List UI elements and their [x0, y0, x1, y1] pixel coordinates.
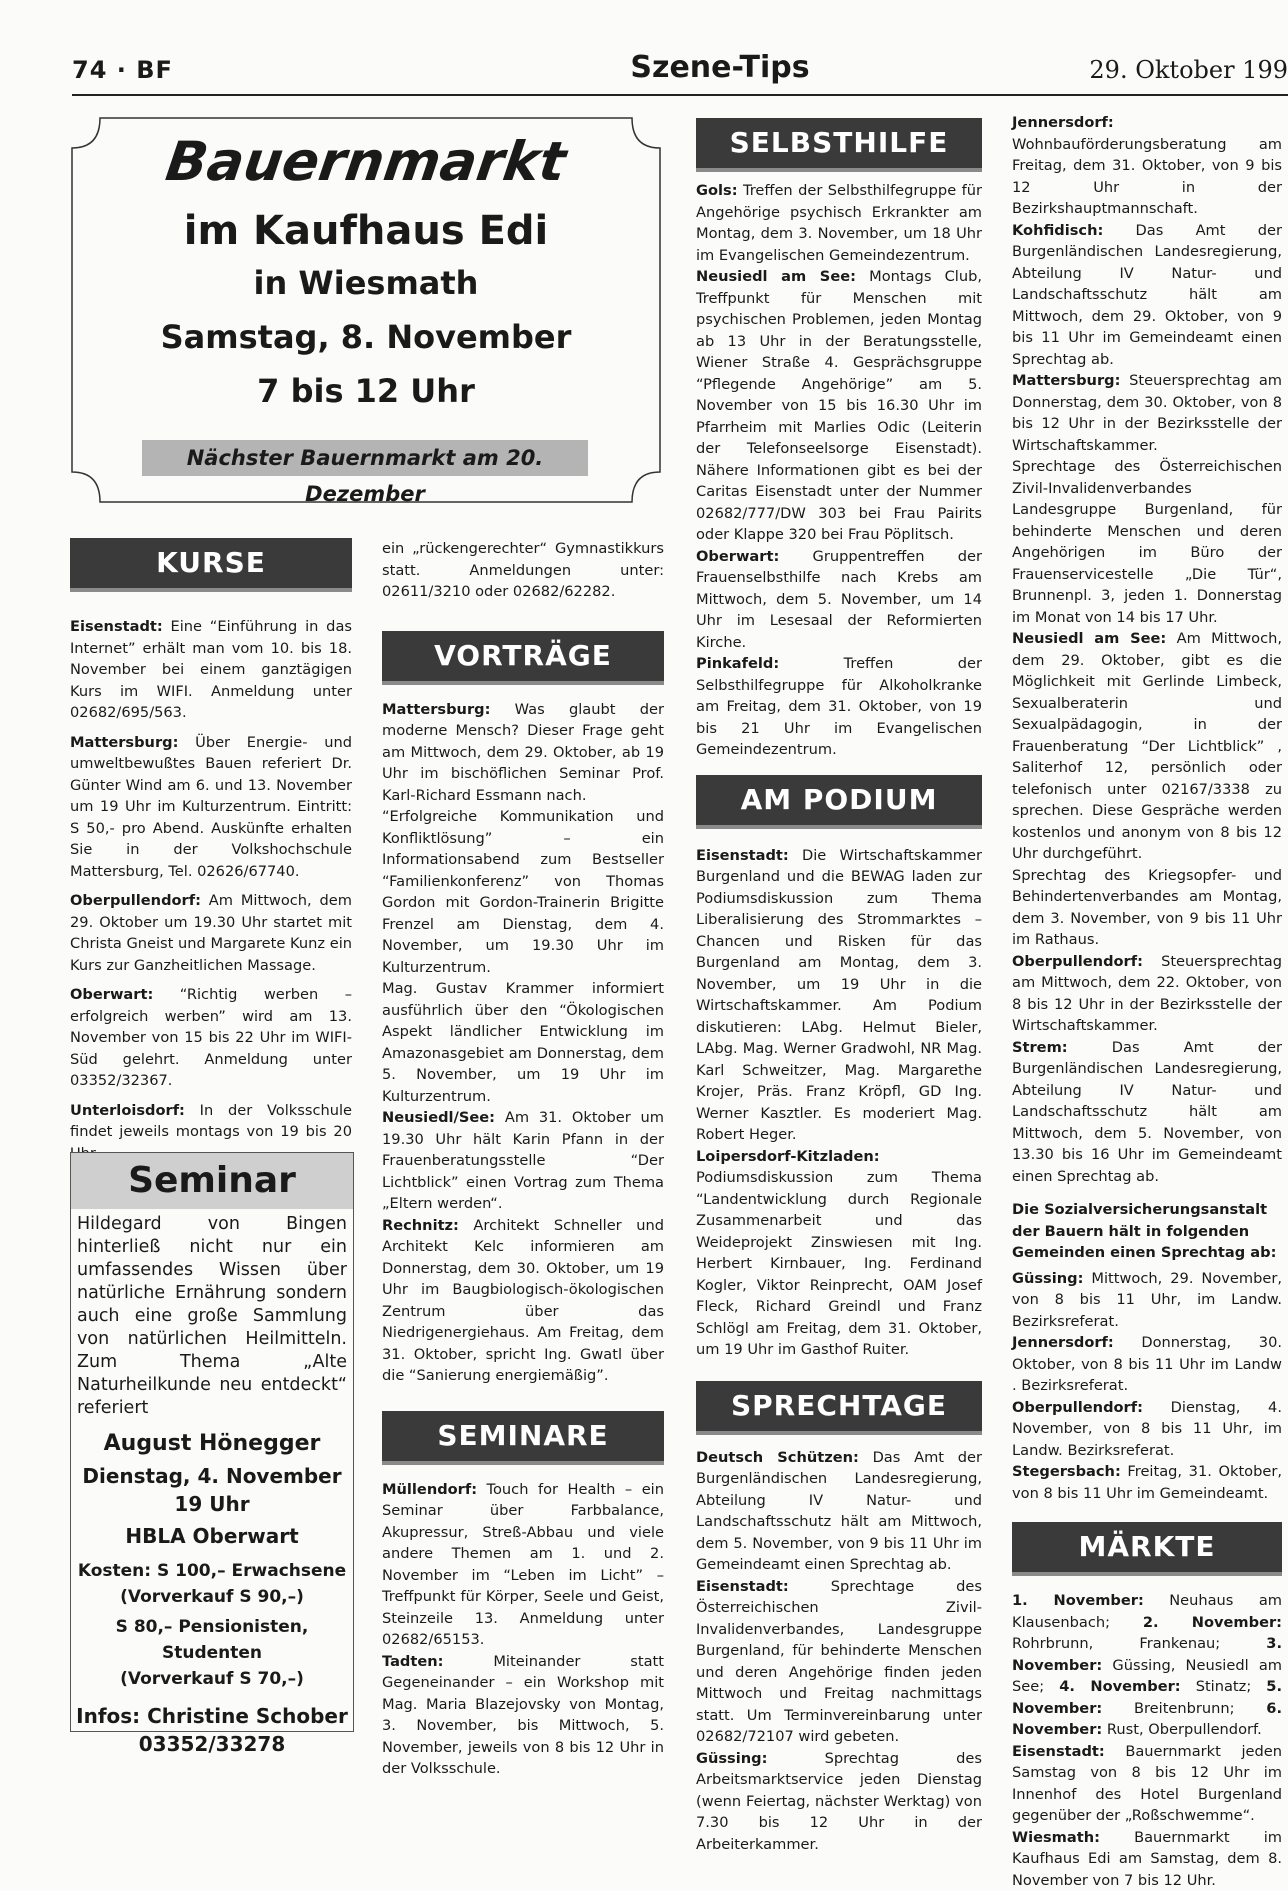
sprechtag-entry	[1012, 220, 1282, 371]
entry-text: Sprechtage des Österreichischen Zivil-Invalidenverbandes Landesgruppe Burgenland, für behinderte Menschen und deren Angehörigen im Büro der Frauenservicestelle „Die Tür“, Brunnenpl. 3, jeden 1. Donnerstag im Monat von 14 bis 17 Uhr.	[1012, 458, 1282, 626]
sprechtag-entry	[1012, 112, 1282, 220]
entry-text: Die Wirtschaftskammer Burgenland und die BEWAG laden zur Podiumsdiskussion zum Thema Liberalisierung des Strommarktes – Chancen und Risken für das Burgenland am Montag, dem 3. November, um 19 Uhr in die Wirtschaftskammer. Am Podium diskutieren: LAbg. Helmut Bieler, LAbg. Mag. Werner Gradwohl, NR Mag. Karl Schweitzer, Mag. Margarethe Krojer, Präs. Franz Kröpfl, GD Ing. Werner Kasztler. Es moderiert Mag. Robert Heger.	[696, 847, 982, 1144]
seminar-info-contact: Infos: Christine Schober	[71, 1702, 353, 1730]
entry-place: Unterloisdorf:	[70, 1102, 185, 1119]
podium-entry	[696, 1146, 982, 1361]
sprechtag-entry	[1012, 456, 1282, 628]
sprechtag-entry	[1012, 951, 1282, 1037]
seminar-entry	[382, 1479, 664, 1651]
sprechtage-list	[696, 1447, 982, 1856]
market-date: 1. November:	[1012, 1592, 1144, 1609]
entry-text: Steuersprechtag am Donnerstag, dem 30. Oktober, von 8 bis 12 Uhr in der Bezirksstelle der Wirtschaftskammer.	[1012, 372, 1282, 454]
ad-line-place: in Wiesmath	[70, 264, 662, 302]
entry-text: Mag. Gustav Krammer informiert ausführlich über den “Ökologischen Aspekt ländlicher Entwicklung im Amazonasgebiet am Donnerstag, dem 5. November, um 19 Uhr im Kulturzentrum.	[382, 980, 664, 1105]
vortrag-entry	[382, 1215, 664, 1387]
entry-place: Mattersburg:	[1012, 372, 1120, 389]
entry-text: Gruppentreffen der Frauenselbsthilfe nach Krebs am Mittwoch, dem 5. November, um 14 Uhr im Lesesaal der Reformierten Kirche.	[696, 548, 982, 651]
vortrag-entry	[382, 699, 664, 807]
entry-place: Jennersdorf:	[1012, 114, 1114, 131]
rubric-title: Szene-Tips	[600, 50, 840, 85]
entry-text: Donnerstag, 30. Oktober, von 8 bis 11 Uhr im Landw . Bezirksreferat.	[1012, 1334, 1282, 1394]
sprechtag-entry	[1012, 1037, 1282, 1188]
entry-text: Wohnbauförderungsberatung am Freitag, dem 31. Oktober, von 9 bis 12 Uhr in der Bezirkshauptmannschaft.	[1012, 136, 1282, 218]
entry-text: Über Energie- und umweltbewußtes Bauen referiert Dr. Günter Wind am 6. und 13. November um 19 Uhr im Kulturzentrum. Eintritt: S 50,- pro Abend. Auskünfte erhalten Sie in der Volkshochschule Mattersburg, Tel. 02626/67740.	[70, 734, 352, 880]
section-header-vortraege: VORTRÄGE	[382, 631, 664, 681]
section-header-seminare: SEMINARE	[382, 1411, 664, 1461]
section-header-maerkte: MÄRKTE	[1012, 1522, 1282, 1572]
section-header-sprechtage: SPRECHTAGE	[696, 1381, 982, 1431]
kurs-entry	[70, 890, 352, 976]
sprechtag-entry	[1012, 370, 1282, 456]
seminar-cost-reduced: S 80,– Pensionisten, Studenten	[71, 1614, 353, 1666]
entry-place: Loipersdorf-Kitzladen:	[696, 1148, 880, 1165]
entry-place: Pinkafeld:	[696, 655, 779, 672]
kurse-continuation: ein „rückengerechter“ Gymnastikkurs statt. Anmeldungen unter: 02611/3210 oder 02682/62282.	[382, 538, 664, 603]
entry-text: Architekt Schneller und Architekt Kelc informieren am Donnerstag, dem 30. Oktober, um 19 Uhr im Baugbiologisch-ökologischen Zentrum über das Niedrigenergiehaus. Am Freitag, dem 31. Oktober, spricht Ing. Gwatl über die “Sanierung energiemäßig”.	[382, 1217, 664, 1385]
entry-place: Rechnitz:	[382, 1217, 459, 1234]
entry-place: Deutsch Schützen:	[696, 1449, 859, 1466]
entry-text: Steuersprechtag am Mittwoch, dem 22. Oktober, von 8 bis 12 Uhr in der Bezirksstelle der Wirtschaftskammer.	[1012, 953, 1282, 1035]
market-date: 2. November:	[1143, 1614, 1282, 1631]
entry-place: Gols:	[696, 182, 738, 199]
seminar-time: 19 Uhr	[71, 1490, 353, 1518]
seminar-cost-adults-presale: (Vorverkauf S 90,–)	[71, 1584, 353, 1610]
entry-text: Sprechtag des Kriegsopfer- und Behindertenverbandes am Montag, dem 3. November, von 9 bis 11 Uhr im Rathaus.	[1012, 867, 1282, 949]
sprechtag-entry	[1012, 865, 1282, 951]
ad-next-date-banner: Nächster Bauernmarkt am 20. Dezember	[142, 440, 588, 476]
selbsthilfe-entry	[696, 546, 982, 654]
sva-entry	[1012, 1332, 1282, 1397]
kurs-entry	[70, 732, 352, 883]
market-places: Rust, Oberpullendorf.	[1102, 1721, 1261, 1738]
sva-list	[1012, 1268, 1282, 1505]
entry-text: In der Volksschule findet jeweils montags von 19 bis 20	[70, 1102, 352, 1162]
vortrag-entry	[382, 1107, 664, 1215]
entry-place: Jennersdorf:	[1012, 1334, 1114, 1351]
column-4	[1012, 112, 1282, 1891]
seminar-box-title: Seminar	[71, 1153, 353, 1209]
entry-place: Eisenstadt:	[1012, 1743, 1105, 1760]
markt-entry	[1012, 1741, 1282, 1827]
market-places: Stinatz;	[1181, 1678, 1267, 1695]
market-places: Neuhaus am Klausenbach;	[1012, 1592, 1282, 1631]
selbsthilfe-entry	[696, 266, 982, 546]
entry-place: Müllendorf:	[382, 1481, 477, 1498]
market-places: Güssing, Neusiedl am See;	[1012, 1657, 1282, 1696]
entry-place: Eisenstadt:	[696, 1578, 789, 1595]
page-number: 74 · BF	[72, 56, 173, 84]
entry-place: Wiesmath:	[1012, 1829, 1100, 1846]
entry-text: “Erfolgreiche Kommunikation und Konfliktlösung” – ein Informationsabend zum Bestseller “Familienkonferenz” von Thomas Gordon mit Gordon-Trainerin Brigitte Frenzel am Dienstag, dem 4. November, um 19.30 Uhr im Kulturzentrum.	[382, 808, 664, 976]
entry-text: Touch for Health – ein Seminar über Farbbalance, Akupressur, Streß-Abbau und viele andere Themen am 1. und 2. November im “Leben im Licht” – Treffpunkt für Körper, Seele und Geist, Steinzeile 13. Anmeldung unter 02682/65153.	[382, 1481, 664, 1649]
kurs-entry	[70, 616, 352, 724]
maerkte-dates	[1012, 1590, 1282, 1741]
entry-place: Neusiedl/See:	[382, 1109, 495, 1126]
seminar-venue: HBLA Oberwart	[71, 1522, 353, 1550]
entry-text: Miteinander statt Gegeneinander – ein Workshop mit Mag. Maria Blazejovsky von Montag, 3. November, bis Mittwoch, 5. November, jeweils von 8 bis 12 Uhr in der Volksschule.	[382, 1653, 664, 1778]
entry-text: Am 31. Oktober um 19.30 Uhr hält Karin Pfann in der Frauenberatungsstelle “Der Lichtblick” einen Vortrag zum Thema „Eltern werden“.	[382, 1109, 664, 1212]
seminar-info-phone: 03352/33278	[71, 1730, 353, 1758]
entry-text: “Richtig werben – erfolgreich werben” wird am 13. November von 15 bis 22 Uhr im WIFI-Süd gelehrt. Anmeldung unter 03352/32367.	[70, 986, 352, 1089]
market-places: Rohrbrunn, Frankenau;	[1012, 1635, 1266, 1652]
ad-line-time: 7 bis 12 Uhr	[70, 372, 662, 410]
entry-place: Güssing:	[1012, 1270, 1083, 1287]
entry-text: Am Mittwoch, dem 29. Oktober, gibt es die Möglichkeit mit Gerlinde Limbeck, Sexualberaterin und Sexualpädagogin, in der Frauenberatung “Der Lichtblick” , Saliterhof 12, persönlich oder telefonisch unter 02167/3338 zu sprechen. Diese Gespräche werden kostenlos und anonym von 8 bis 12 Uhr durchgeführt.	[1012, 630, 1282, 862]
entry-text: Sprechtage des Österreichischen Zivil-Invalidenverbandes, Landesgruppe Burgenland, für behinderte Menschen und deren Angehörige finden jeden Mittwoch und Freitag nachmittags statt. Um Terminvereinbarung unter 02682/72107 wird gebeten.	[696, 1578, 982, 1746]
market-places: Breitenbrunn;	[1102, 1700, 1266, 1717]
selbsthilfe-entry	[696, 653, 982, 761]
entry-text: Bauernmarkt im Kaufhaus Edi am Samstag, dem 8. November von 7 bis 12 Uhr.	[1012, 1829, 1282, 1889]
entry-place: Eisenstadt:	[696, 847, 789, 864]
entry-text: Eine “Einführung in das Internet” erhält man vom 10. bis 18. November bei einem ganztägigen Kurs im WIFI. Anmeldung unter 02682/695/563.	[70, 618, 352, 721]
sprechtage-continued-list	[1012, 112, 1282, 1187]
entry-text: Bauernmarkt jeden Samstag von 8 bis 12 Uhr im Innenhof des Hotel Burgenland gegenüber der „Roßschwemme“.	[1012, 1743, 1282, 1825]
entry-text: Das Amt der Burgenländischen Landesregierung, Abteilung IV Natur- und Landschaftsschutz hält am Mittwoch, dem 5. November, von 13.30 bis 16 Uhr im Gemeindeamt einen Sprechtag ab.	[1012, 1039, 1282, 1185]
seminare-list	[382, 1479, 664, 1780]
entry-text: Was glaubt der moderne Mensch? Dieser Frage geht am Mittwoch, dem 29. Oktober, ab 19 Uhr im bischöflichen Seminar Prof. Karl-Richard Essmann nach.	[382, 701, 664, 804]
podium-entry	[696, 845, 982, 1146]
entry-place: Tadten:	[382, 1653, 443, 1670]
ad-title: Bauernmarkt	[66, 130, 667, 193]
entry-text: Montags Club, Treffpunkt für Menschen mit psychischen Problemen, jeden Montag ab 13 Uhr in der Beratungsstelle, Wiener Straße 4. Gesprächsgruppe “Pflegende Angehörige” am 5. November von 15 bis 16.30 Uhr im Pfarrheim mit Marlies Odic (Leiterin der Telefonseelsorge Eisenstadt). Nähere Informationen gibt es bei der Caritas Eisenstadt unter der Nummer 02682/777/DW 303 bei Frau Pairits oder Klappe 320 bei Frau Pöplitsch.	[696, 268, 982, 543]
seminar-date: Dienstag, 4. November	[71, 1462, 353, 1490]
sprechtag-entry	[696, 1576, 982, 1748]
selbsthilfe-entry	[696, 180, 982, 266]
sva-entry	[1012, 1461, 1282, 1504]
entry-text: Sprechtag des Arbeitsmarktservice jeden Dienstag (wenn Feiertag, nächster Werktag) von 7.30 bis 12 Uhr in der Arbeiterkammer.	[696, 1750, 982, 1853]
podium-list	[696, 845, 982, 1361]
seminar-box-intro: Hildegard von Bingen hinterließ nicht nur ein umfassendes Wissen über natürliche Ernährung sondern auch eine große Sammlung von natürlichen Heilmitteln. Zum Thema „Alte Naturheilkunde neu entdeckt“ referiert	[71, 1209, 353, 1420]
vortrag-entry	[382, 978, 664, 1107]
entry-text: Podiumsdiskussion zum Thema “Landentwicklung durch Regionale Zusammenarbeit und das Weideprojekt Zinswiesen mit Ing. Herbert Kirnbauer, Ing. Ferdinand Kogler, Viktor Reinprecht, OAM Josef Fleck, Richard Greindl und Franz Schlögl am Freitag, dem 31. Oktober, um 19 Uhr im Gasthof Ruiter.	[696, 1169, 982, 1358]
section-header-am-podium: AM PODIUM	[696, 775, 982, 825]
entry-text: Das Amt der Burgenländischen Landesregierung, Abteilung IV Natur- und Landschaftsschutz hält am Mittwoch, dem 5. November, von 9 bis 11 Uhr im Gemeindeamt einen Sprechtag ab.	[696, 1449, 982, 1574]
entry-place: Oberpullendorf:	[70, 892, 201, 909]
market-date: 4. November:	[1059, 1678, 1180, 1695]
column-2	[382, 538, 664, 1780]
entry-text: Dienstag, 4. November, von 8 bis 11 Uhr, im Landw. Bezirksreferat.	[1012, 1399, 1282, 1459]
seminar-cost-adults: Kosten: S 100,– Erwachsene	[71, 1558, 353, 1584]
sva-entry	[1012, 1397, 1282, 1462]
issue-date: 29. Oktober 199	[1089, 56, 1288, 84]
seminar-box	[70, 1152, 354, 1732]
kurs-entry	[70, 984, 352, 1092]
kurse-list	[70, 616, 352, 1164]
entry-place: Oberpullendorf:	[1012, 1399, 1143, 1416]
ad-line-date: Samstag, 8. November	[70, 318, 662, 356]
markt-entry	[1012, 1827, 1282, 1891]
sva-entry	[1012, 1268, 1282, 1333]
entry-text: Mittwoch, 29. November, von 8 bis 11 Uhr, im Landw. Bezirksreferat.	[1012, 1270, 1282, 1330]
entry-text: Freitag, 31. Oktober, von 8 bis 11 Uhr im Gemeindeamt.	[1012, 1463, 1282, 1502]
section-header-kurse: KURSE	[70, 538, 352, 588]
column-1	[70, 538, 352, 1172]
entry-text: Treffen der Selbsthilfegruppe für Angehörige psychisch Erkrankter am Montag, dem 3. November, um 18 Uhr im Evangelischen Gemeindezentrum.	[696, 182, 982, 264]
entry-place: Strem:	[1012, 1039, 1068, 1056]
seminar-cost-reduced-presale: (Vorverkauf S 70,–)	[71, 1666, 353, 1692]
vortraege-list	[382, 699, 664, 1387]
entry-text: Treffen der Selbsthilfegruppe für Alkoholkranke am Freitag, dem 31. Oktober, von 19 bis 21 Uhr im Evangelischen Gemeindezentrum.	[696, 655, 982, 758]
bauernmarkt-ad	[70, 116, 662, 504]
sprechtag-entry	[696, 1447, 982, 1576]
market-date: 5. November:	[1012, 1678, 1282, 1717]
entry-place: Stegersbach:	[1012, 1463, 1121, 1480]
vortrag-entry	[382, 806, 664, 978]
sprechtag-entry	[696, 1748, 982, 1856]
entry-place: Güssing:	[696, 1750, 767, 1767]
entry-place: Neusiedl am See:	[696, 268, 856, 285]
section-header-selbsthilfe: SELBSTHILFE	[696, 118, 982, 168]
entry-text: Am Mittwoch, dem 29. Oktober um 19.30 Uhr startet mit Christa Gneist und Margarete Kunz ein Kurs zur Ganzheitlichen Massage.	[70, 892, 352, 974]
entry-text: Das Amt der Burgenländischen Landesregierung, Abteilung IV Natur- und Landschaftsschutz hält am Mittwoch, dem 29. Oktober, von 9 bis 11 Uhr im Gemeindeamt einen Sprechtag ab.	[1012, 222, 1282, 368]
seminar-entry	[382, 1651, 664, 1780]
entry-place: Neusiedl am See:	[1012, 630, 1166, 647]
column-3	[696, 118, 982, 1855]
entry-place: Kohfidisch:	[1012, 222, 1103, 239]
entry-place: Oberwart:	[70, 986, 153, 1003]
seminar-speaker: August Hönegger	[71, 1430, 353, 1458]
ad-line-kaufhaus: im Kaufhaus Edi	[70, 208, 662, 254]
page-header	[72, 50, 1288, 96]
sprechtag-entry	[1012, 628, 1282, 865]
selbsthilfe-list	[696, 180, 982, 761]
market-date: 6. November:	[1012, 1700, 1282, 1739]
entry-place: Mattersburg:	[382, 701, 490, 718]
entry-place: Mattersburg:	[70, 734, 178, 751]
entry-place: Oberwart:	[696, 548, 779, 565]
maerkte-list	[1012, 1741, 1282, 1891]
sva-heading: Die Sozialversicherungsanstalt der Bauern hält in folgenden Gemeinden einen Sprechtag ab:	[1012, 1199, 1282, 1264]
entry-place: Oberpullendorf:	[1012, 953, 1143, 970]
entry-place: Eisenstadt:	[70, 618, 163, 635]
market-date: 3. November:	[1012, 1635, 1282, 1674]
